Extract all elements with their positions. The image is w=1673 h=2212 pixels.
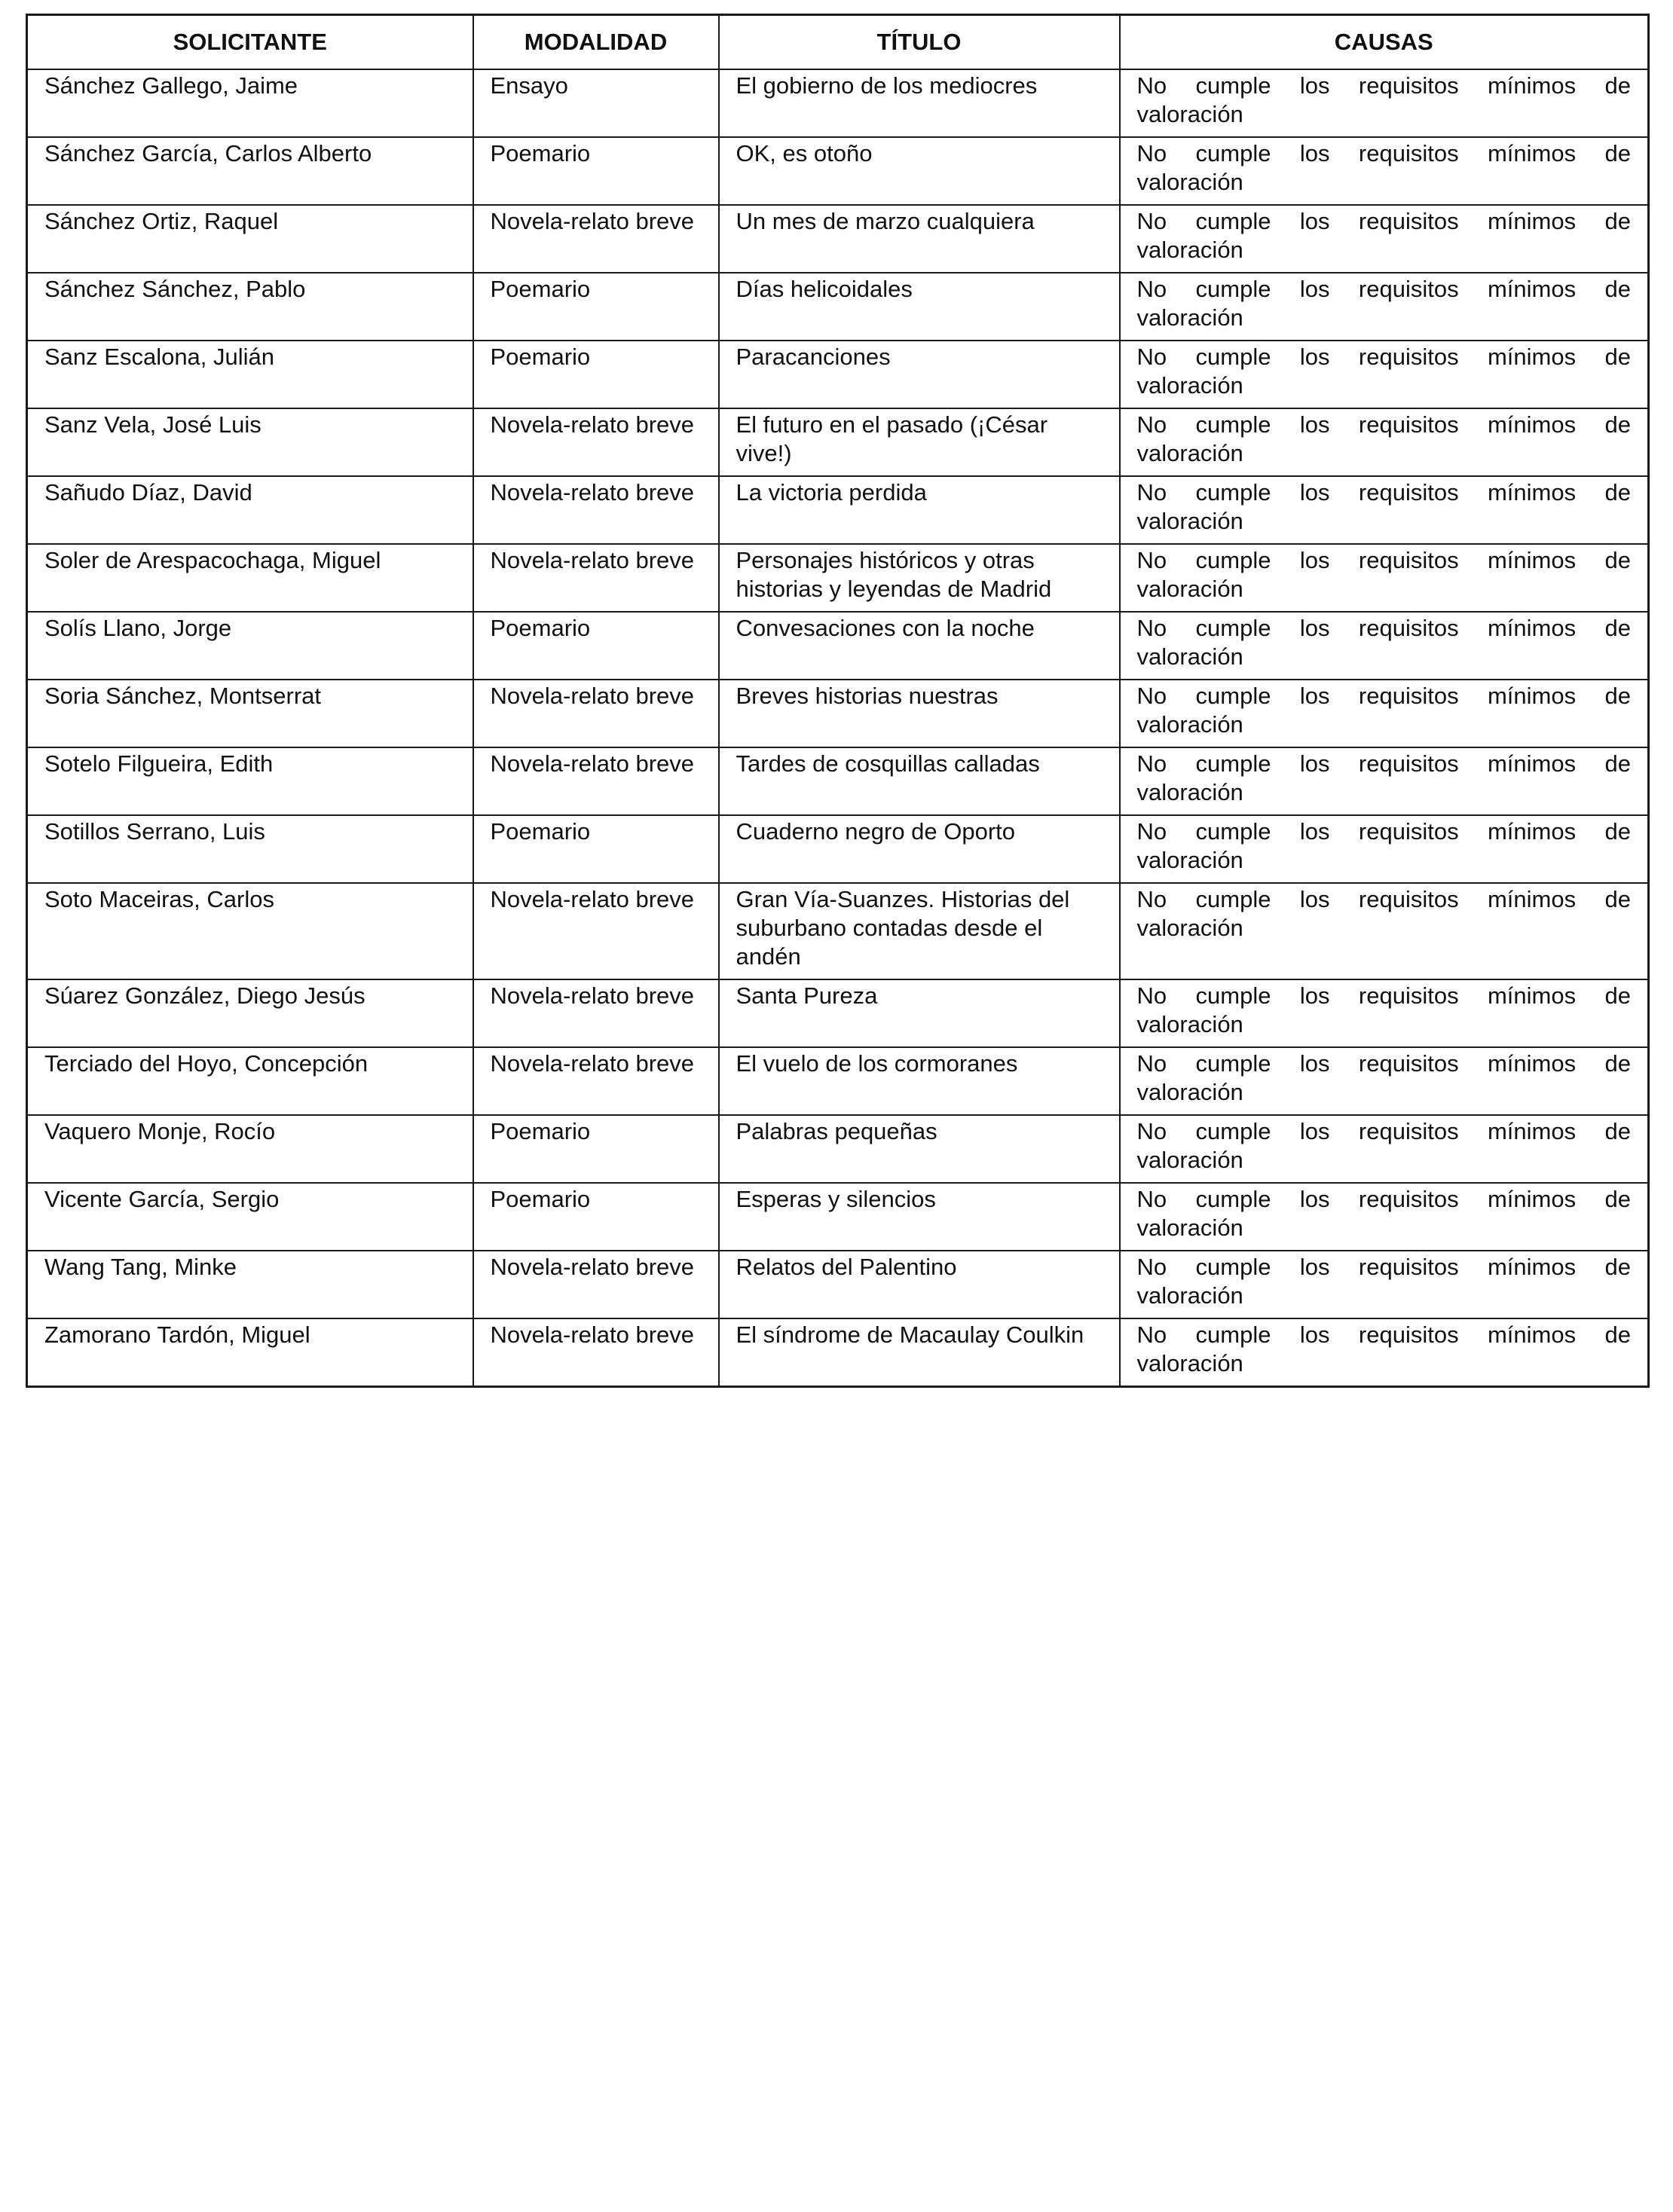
table-row	[27, 1115, 1649, 1183]
table-row	[27, 137, 1649, 205]
cell-modalidad: Novela-relato breve	[473, 1251, 719, 1318]
cell-titulo: Días helicoidales	[719, 273, 1120, 341]
cell-modalidad: Novela-relato breve	[473, 680, 719, 747]
cell-causas: No cumple los requisitos mínimos de valoración	[1120, 1047, 1649, 1115]
cell-solicitante: Solís Llano, Jorge	[27, 612, 473, 680]
cell-modalidad: Poemario	[473, 1115, 719, 1183]
cell-solicitante: Soria Sánchez, Montserrat	[27, 680, 473, 747]
cell-modalidad: Novela-relato breve	[473, 408, 719, 476]
cell-titulo: El gobierno de los mediocres	[719, 69, 1120, 137]
cell-solicitante: Wang Tang, Minke	[27, 1251, 473, 1318]
cell-titulo: El vuelo de los cormoranes	[719, 1047, 1120, 1115]
cell-solicitante: Sotillos Serrano, Luis	[27, 815, 473, 883]
cell-solicitante: Sánchez Sánchez, Pablo	[27, 273, 473, 341]
cell-causas: No cumple los requisitos mínimos de valoración	[1120, 205, 1649, 273]
cell-causas: No cumple los requisitos mínimos de valoración	[1120, 883, 1649, 979]
cell-modalidad: Novela-relato breve	[473, 205, 719, 273]
table-header-row	[27, 15, 1649, 69]
cell-causas: No cumple los requisitos mínimos de valoración	[1120, 137, 1649, 205]
cell-causas: No cumple los requisitos mínimos de valoración	[1120, 680, 1649, 747]
cell-titulo: Gran Vía-Suanzes. Historias del suburbano contadas desde el andén	[719, 883, 1120, 979]
cell-solicitante: Sánchez Gallego, Jaime	[27, 69, 473, 137]
cell-titulo: Santa Pureza	[719, 979, 1120, 1047]
cell-titulo: Personajes históricos y otras historias y leyendas de Madrid	[719, 544, 1120, 612]
header-causas: CAUSAS	[1120, 15, 1649, 69]
cell-causas: No cumple los requisitos mínimos de valoración	[1120, 815, 1649, 883]
cell-causas: No cumple los requisitos mínimos de valoración	[1120, 408, 1649, 476]
table-row	[27, 544, 1649, 612]
cell-causas: No cumple los requisitos mínimos de valoración	[1120, 747, 1649, 815]
cell-solicitante: Sanz Vela, José Luis	[27, 408, 473, 476]
cell-solicitante: Terciado del Hoyo, Concepción	[27, 1047, 473, 1115]
table-row	[27, 408, 1649, 476]
cell-solicitante: Sotelo Filgueira, Edith	[27, 747, 473, 815]
cell-modalidad: Novela-relato breve	[473, 476, 719, 544]
cell-modalidad: Ensayo	[473, 69, 719, 137]
cell-titulo: Esperas y silencios	[719, 1183, 1120, 1251]
cell-solicitante: Vaquero Monje, Rocío	[27, 1115, 473, 1183]
cell-modalidad: Novela-relato breve	[473, 1318, 719, 1387]
cell-titulo: OK, es otoño	[719, 137, 1120, 205]
table-row	[27, 883, 1649, 979]
table-row	[27, 680, 1649, 747]
cell-solicitante: Sánchez Ortiz, Raquel	[27, 205, 473, 273]
header-modalidad: MODALIDAD	[473, 15, 719, 69]
cell-solicitante: Soto Maceiras, Carlos	[27, 883, 473, 979]
cell-causas: No cumple los requisitos mínimos de valoración	[1120, 544, 1649, 612]
cell-solicitante: Vicente García, Sergio	[27, 1183, 473, 1251]
cell-modalidad: Poemario	[473, 137, 719, 205]
table-row	[27, 69, 1649, 137]
cell-solicitante: Zamorano Tardón, Miguel	[27, 1318, 473, 1387]
cell-titulo: Convesaciones con la noche	[719, 612, 1120, 680]
table-row	[27, 1047, 1649, 1115]
cell-modalidad: Poemario	[473, 273, 719, 341]
table-row	[27, 476, 1649, 544]
header-titulo: TÍTULO	[719, 15, 1120, 69]
cell-causas: No cumple los requisitos mínimos de valoración	[1120, 341, 1649, 408]
cell-causas: No cumple los requisitos mínimos de valoración	[1120, 69, 1649, 137]
cell-solicitante: Sánchez García, Carlos Alberto	[27, 137, 473, 205]
cell-solicitante: Sanz Escalona, Julián	[27, 341, 473, 408]
table-row	[27, 612, 1649, 680]
cell-titulo: Cuaderno negro de Oporto	[719, 815, 1120, 883]
cell-modalidad: Novela-relato breve	[473, 544, 719, 612]
cell-modalidad: Novela-relato breve	[473, 747, 719, 815]
cell-solicitante: Soler de Arespacochaga, Miguel	[27, 544, 473, 612]
cell-titulo: Paracanciones	[719, 341, 1120, 408]
header-solicitante: SOLICITANTE	[27, 15, 473, 69]
table-row	[27, 205, 1649, 273]
cell-titulo: El síndrome de Macaulay Coulkin	[719, 1318, 1120, 1387]
table-row	[27, 1318, 1649, 1387]
cell-modalidad: Novela-relato breve	[473, 883, 719, 979]
cell-causas: No cumple los requisitos mínimos de valoración	[1120, 1318, 1649, 1387]
cell-modalidad: Poemario	[473, 815, 719, 883]
cell-titulo: El futuro en el pasado (¡César vive!)	[719, 408, 1120, 476]
cell-solicitante: Súarez González, Diego Jesús	[27, 979, 473, 1047]
table-row	[27, 815, 1649, 883]
cell-titulo: Un mes de marzo cualquiera	[719, 205, 1120, 273]
cell-titulo: Tardes de cosquillas calladas	[719, 747, 1120, 815]
cell-causas: No cumple los requisitos mínimos de valoración	[1120, 1115, 1649, 1183]
cell-causas: No cumple los requisitos mínimos de valoración	[1120, 1251, 1649, 1318]
cell-modalidad: Poemario	[473, 341, 719, 408]
cell-solicitante: Sañudo Díaz, David	[27, 476, 473, 544]
cell-causas: No cumple los requisitos mínimos de valoración	[1120, 979, 1649, 1047]
table-row	[27, 1251, 1649, 1318]
cell-titulo: Relatos del Palentino	[719, 1251, 1120, 1318]
cell-modalidad: Poemario	[473, 612, 719, 680]
cell-modalidad: Poemario	[473, 1183, 719, 1251]
cell-causas: No cumple los requisitos mínimos de valoración	[1120, 476, 1649, 544]
cell-modalidad: Novela-relato breve	[473, 1047, 719, 1115]
table-row	[27, 747, 1649, 815]
table-row	[27, 979, 1649, 1047]
table-row	[27, 273, 1649, 341]
table-row	[27, 1183, 1649, 1251]
applicants-table	[26, 14, 1650, 1388]
cell-titulo: La victoria perdida	[719, 476, 1120, 544]
cell-titulo: Palabras pequeñas	[719, 1115, 1120, 1183]
cell-causas: No cumple los requisitos mínimos de valoración	[1120, 612, 1649, 680]
cell-titulo: Breves historias nuestras	[719, 680, 1120, 747]
table-row	[27, 341, 1649, 408]
cell-modalidad: Novela-relato breve	[473, 979, 719, 1047]
cell-causas: No cumple los requisitos mínimos de valoración	[1120, 1183, 1649, 1251]
cell-causas: No cumple los requisitos mínimos de valoración	[1120, 273, 1649, 341]
